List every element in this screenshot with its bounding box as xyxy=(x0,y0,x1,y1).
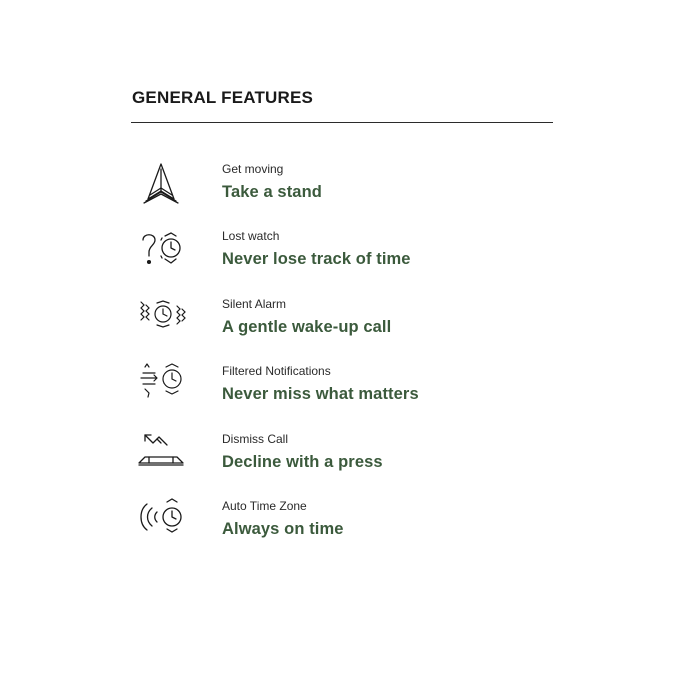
feature-title: Take a stand xyxy=(222,183,322,201)
feature-subtitle: Lost watch xyxy=(222,229,280,244)
auto-time-zone-icon xyxy=(133,498,187,546)
feature-text xyxy=(222,297,391,338)
feature-subtitle: Auto Time Zone xyxy=(222,498,307,513)
silent-alarm-icon xyxy=(133,296,187,344)
feature-title: Decline with a press xyxy=(222,452,383,471)
feature-subtitle: Filtered Notifications xyxy=(222,364,331,379)
feature-text xyxy=(222,162,322,203)
feature-item-get-moving xyxy=(131,162,553,229)
section-heading: GENERAL FEATURES xyxy=(132,88,314,107)
feature-text xyxy=(222,229,411,270)
feature-text xyxy=(222,499,344,540)
feature-title: Never miss what matters xyxy=(222,385,419,404)
feature-list xyxy=(131,162,553,566)
feature-item-silent-alarm xyxy=(131,297,553,364)
feature-title: Never lose track of time xyxy=(222,250,411,269)
feature-title: Always on time xyxy=(222,519,344,538)
heading-divider xyxy=(131,122,553,123)
feature-subtitle: Get moving xyxy=(222,162,284,176)
dismiss-call-icon xyxy=(133,431,187,479)
feature-item-dismiss-call xyxy=(131,432,553,499)
lost-watch-icon xyxy=(133,228,187,276)
feature-item-filtered-notifications xyxy=(131,364,553,431)
feature-subtitle: Silent Alarm xyxy=(222,296,287,311)
stand-up-arrow-icon xyxy=(133,161,187,209)
feature-text xyxy=(222,364,419,405)
feature-title: A gentle wake-up call xyxy=(222,317,392,336)
feature-subtitle: Dismiss Call xyxy=(222,431,288,446)
feature-item-auto-time-zone xyxy=(131,499,553,566)
feature-text xyxy=(222,432,383,473)
general-features-panel xyxy=(131,86,553,538)
filtered-notifications-icon xyxy=(133,363,187,411)
feature-item-lost-watch xyxy=(131,229,553,296)
